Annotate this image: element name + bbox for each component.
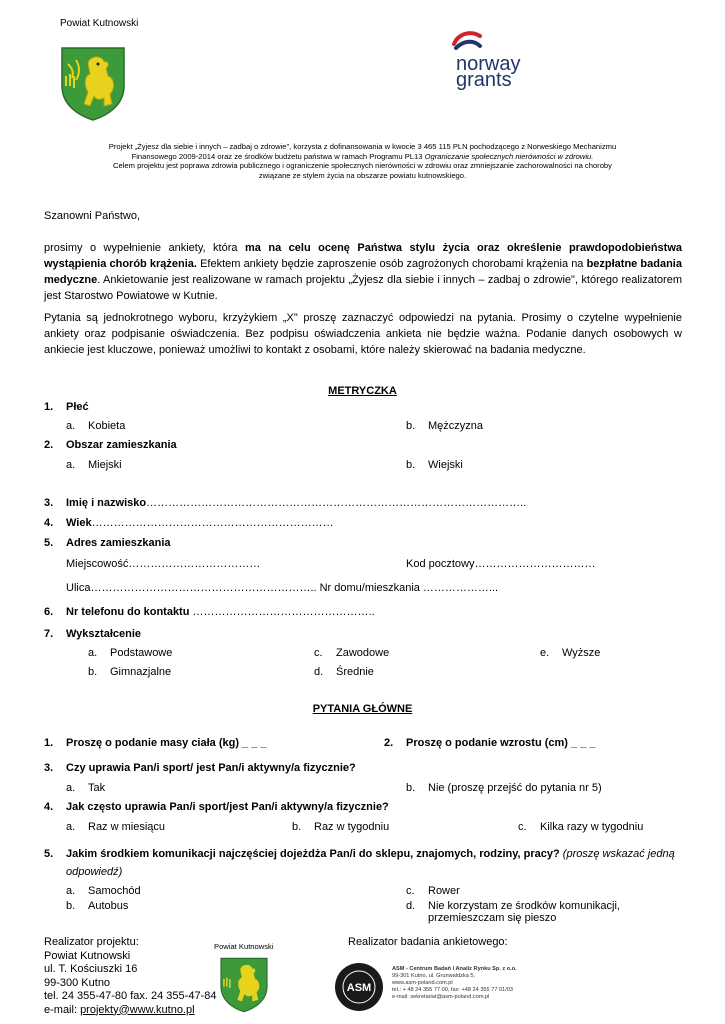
- option-key: e.: [540, 647, 550, 659]
- county-name: Powiat Kutnowski: [60, 18, 139, 29]
- option-key: a.: [88, 647, 98, 659]
- project-line-2: Finansowego 2009-2014 oraz ze środków budżetu państwa w ramach Programu PL13 Ograniczanie społecznych nierówności w zdrowiu.: [131, 151, 594, 161]
- asm-logo: [334, 962, 384, 1012]
- project-line-3: Celem projektu jest poprawa zdrowia publicznego i ograniczenie społecznych nierówności w zdrowiu oraz zmniejszanie zachorowalności na choroby: [113, 161, 612, 171]
- greeting: Szanowni Państwo,: [44, 210, 140, 222]
- option-key: b.: [88, 666, 98, 678]
- option-key: c.: [518, 821, 527, 833]
- q-height-field[interactable]: Proszę o podanie wzrostu (cm) _ _ _: [406, 737, 596, 749]
- implementer-title: Realizator projektu:: [44, 936, 139, 948]
- option-primary[interactable]: Podstawowe: [110, 647, 173, 659]
- main-questions-heading: PYTANIA GŁÓWNE: [312, 703, 413, 715]
- intro-paragraph-1: prosimy o wypełnienie ankiety, która ma na celu ocenę Państwa stylu życia oraz określenie prawdopodobieństwa wystąpienia chorób krążenia. Efektem ankiety będzie zaproszenie osób zagrożonych chorobami krążenia na bezpłatne badania medyczne. Ankietowanie jest realizowane w ramach projektu „Żyjesz dla siebie i innych – zadbaj o zdrowie", którego realizatorem jest Starostwo Powiatowe w Kutnie.: [44, 242, 682, 302]
- option-lower-secondary[interactable]: Gimnazjalne: [110, 666, 172, 678]
- footer-county-name: Powiat Kutnowski: [214, 942, 274, 951]
- q-weight-number: 1.: [44, 737, 54, 749]
- option-key: b.: [406, 459, 416, 471]
- option-key: a.: [66, 420, 76, 432]
- option-bus[interactable]: Autobus: [88, 900, 129, 912]
- survey-implementer-title: Realizator badania ankietowego:: [348, 936, 508, 948]
- svg-text:ASM: ASM: [346, 982, 372, 994]
- option-key: b.: [406, 420, 416, 432]
- option-bike[interactable]: Rower: [428, 885, 460, 897]
- grants-word: grants: [456, 69, 512, 90]
- q-sport-frequency-label: Jak często uprawia Pan/i sport/jest Pan/i aktywny/a fizycznie?: [66, 801, 389, 813]
- option-key: b.: [66, 900, 76, 912]
- q-address-label: Adres zamieszkania: [66, 537, 171, 549]
- implementer-street: ul. T. Kościuszki 16: [44, 963, 138, 975]
- q-transport-label: Jakim środkiem komunikacji najczęściej dojeżdża Pan/i do sklepu, znajomych, rodziny, pracy? (proszę wskazać jedną: [66, 848, 675, 860]
- q-area-number: 2.: [44, 439, 54, 451]
- postal-code-field[interactable]: Kod pocztowy……………………………: [406, 558, 596, 570]
- implementer-email: e-mail: projekty@www.kutno.pl: [44, 1003, 195, 1016]
- q-sport-number: 3.: [44, 762, 54, 774]
- option-key: d.: [406, 900, 416, 912]
- option-walk[interactable]: Nie korzystam ze środków komunikacji, przemieszczam się pieszo: [428, 900, 620, 924]
- asm-website: www.asm-poland.com.pl: [392, 980, 453, 986]
- q-weight-field[interactable]: Proszę o podanie masy ciała (kg) _ _ _: [66, 737, 267, 749]
- q-gender-number: 1.: [44, 401, 54, 413]
- project-line-1: Projekt „Żyjesz dla siebie i innych – zadbaj o zdrowie", korzysta z dofinansowania w kwocie 3 465 115 PLN pochodzącego z Norweskiego Mechanizmu: [108, 142, 617, 151]
- option-male[interactable]: Mężczyzna: [428, 420, 484, 432]
- option-no[interactable]: Nie (proszę przejść do pytania nr 5): [428, 782, 602, 794]
- asm-address: 99-301 Kutno, ul. Grunwaldzka 5,: [392, 973, 476, 979]
- project-line-4: związane ze stylem życia na obszarze powiatu kutnowskiego.: [258, 170, 467, 180]
- option-key: a.: [66, 782, 76, 794]
- option-key: b.: [406, 782, 416, 794]
- q-name-number: 3.: [44, 497, 54, 509]
- age-field[interactable]: Wiek…………………………………………………………: [66, 517, 334, 529]
- option-key: b.: [292, 821, 302, 833]
- name-field[interactable]: Imię i nazwisko…………………………………………………………………………………………..: [66, 497, 527, 509]
- option-urban[interactable]: Miejski: [88, 459, 122, 471]
- option-key: d.: [314, 666, 324, 678]
- option-higher[interactable]: Wyższe: [562, 647, 601, 659]
- option-vocational[interactable]: Zawodowe: [336, 647, 390, 659]
- q-gender-label: Płeć: [66, 401, 89, 413]
- project-implementer: [44, 936, 216, 1017]
- phone-field[interactable]: Nr telefonu do kontaktu …………………………………………..: [66, 606, 375, 618]
- q-address-number: 5.: [44, 537, 54, 549]
- norway-grants-logo: [440, 28, 540, 90]
- option-key: a.: [66, 821, 76, 833]
- county-coat-of-arms: [58, 46, 128, 122]
- intro-paragraph-2: Pytania są jednokrotnego wyboru, krzyżykiem „X" proszę zaznaczyć odpowiedzi na pytania. Prosimy o czytelne wypełnienie ankiety oraz podpisanie oświadczenia. Bez podpisu oświadczenia ankieta nie będzie ważna. Podanie danych osobowych w ankiecie jest kluczowe, ponieważ umożliwi to kontakt z osobami, które należy skierować na badania medyczne.: [44, 312, 682, 356]
- q-height-number: 2.: [384, 737, 394, 749]
- option-car[interactable]: Samochód: [88, 885, 141, 897]
- implementer-phone: tel. 24 355-47-80 fax. 24 355-47-84: [44, 990, 217, 1002]
- q-sport-frequency-number: 4.: [44, 801, 54, 813]
- implementer-city: 99-300 Kutno: [44, 976, 111, 989]
- metryczka-heading: METRYCZKA: [328, 385, 397, 397]
- q-transport-hint: odpowiedź): [66, 866, 123, 878]
- norway-word: norway: [456, 53, 521, 75]
- footer-coat-of-arms: [218, 955, 270, 1015]
- q-age-number: 4.: [44, 517, 54, 529]
- option-rural[interactable]: Wiejski: [428, 459, 463, 471]
- q-education-label: Wykształcenie: [66, 628, 142, 640]
- implementer-name: Powiat Kutnowski: [44, 949, 131, 962]
- q-education-number: 7.: [44, 628, 54, 640]
- city-field[interactable]: Miejscowość………………………………: [66, 558, 261, 570]
- option-several-weekly[interactable]: Kilka razy w tygodniu: [540, 821, 644, 833]
- street-field[interactable]: Ulica…………………………………………………….. Nr domu/mieszkania ………………...: [66, 582, 499, 594]
- q-transport-number: 5.: [44, 848, 54, 860]
- email-link[interactable]: projekty@www.kutno.pl: [80, 1003, 195, 1016]
- project-info: [30, 142, 695, 180]
- asm-company-name: ASM - Centrum Badań i Analiz Rynku Sp. z o.o.: [392, 966, 517, 972]
- option-key: a.: [66, 885, 76, 897]
- option-key: c.: [314, 647, 323, 659]
- q-phone-number: 6.: [44, 606, 54, 618]
- q-area-label: Obszar zamieszkania: [66, 439, 177, 451]
- survey-implementer-info: [392, 966, 517, 1001]
- asm-phone: tel.: + 48 24 355 77 00, fax: +48 24 355 77 01/03: [392, 987, 513, 993]
- option-weekly[interactable]: Raz w tygodniu: [314, 821, 390, 833]
- option-yes[interactable]: Tak: [88, 782, 106, 794]
- option-secondary[interactable]: Średnie: [336, 666, 374, 678]
- option-female[interactable]: Kobieta: [88, 420, 126, 432]
- q-sport-label: Czy uprawia Pan/i sport/ jest Pan/i aktywny/a fizycznie?: [66, 762, 356, 774]
- asm-email: e-mail: sekretariat@asm-poland.com.pl: [392, 994, 490, 1000]
- option-key: c.: [406, 885, 415, 897]
- option-monthly[interactable]: Raz w miesiącu: [88, 821, 166, 833]
- option-key: a.: [66, 459, 76, 471]
